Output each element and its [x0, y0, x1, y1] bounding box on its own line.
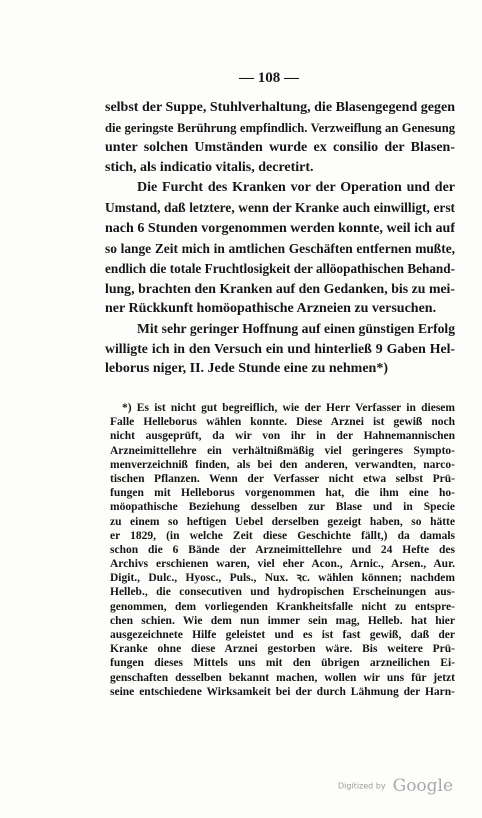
body-text-line: selbst der Suppe, Stuhlverhaltung, die Blasengegend gegen — [105, 100, 455, 115]
footnote-text-line: *) Es ist nicht gut begreiflich, wie der Herr Verfasser in diesem — [122, 402, 455, 414]
footnote-text-line: fungen dieses Mittels uns mit den übrigen arzneilichen Ei- — [110, 657, 455, 670]
footnote-text-line: zu einem so heftigen Uebel derselben gezeigt haben, so hätte — [110, 515, 455, 528]
body-text-line: Mit sehr geringer Hoffnung auf einen günstigen Erfolg — [137, 321, 455, 337]
footnote-text-line: tischen Pflanzen. Wenn der Verfasser nicht etwa selbst Prü- — [110, 472, 455, 485]
watermark-prefix: Digitized by — [338, 781, 386, 791]
footnote-text-line: Falle Helleborus wählen konnte. Diese Arznei ist gewiß noch — [110, 416, 455, 429]
footnote-text-line: Kranke ohne diese Arznei gestorben wäre. Bis weitere Prü- — [110, 643, 455, 656]
digitized-by-google-watermark — [338, 776, 453, 802]
footnote-text-line: nicht ausgeprüft, da wir von ihr in der Hahnemannischen — [110, 430, 455, 443]
footnote-text-line: chen schien. Wie dem nun immer sein mag, Helleb. hat hier — [110, 614, 455, 627]
body-text-line: lung, brachten den Kranken auf den Gedanken, bis zu mei- — [105, 280, 455, 296]
body-text-line: stich, als indicatio vitalis, decretirt. — [105, 160, 314, 176]
body-text-line: Die Furcht des Kranken vor der Operation und der — [137, 180, 455, 196]
footnote-text-line: möopathische Beziehung desselben zur Blase und in Specie — [110, 501, 455, 514]
footnote-block — [110, 401, 455, 699]
body-text-line: unter solchen Umständen wurde ex consilio der Blasen- — [105, 140, 455, 156]
footnote-text-line: menverzeichniß finden, als bei den anderen, verwandten, narco- — [110, 458, 455, 471]
footnote-text-line: Digit., Dulc., Hyosc., Puls., Nux. ꝛc. wählen können; nachdem — [110, 572, 455, 585]
body-text-line: so lange Zeit mich in amtlichen Geschäften entfernen mußte, — [105, 240, 455, 256]
main-text-block — [105, 98, 455, 379]
footnote-text-line: genommen, dem vorliegenden Krankheitsfalle nicht zu entspre- — [110, 600, 455, 613]
body-text-line: Umstand, daß letztere, wenn der Kranke auch einwilligt, erst — [105, 200, 455, 216]
body-text-line: endlich die totale Fruchtlosigkeit der allöopathischen Behand- — [105, 260, 455, 276]
google-logo: Google — [392, 776, 454, 796]
footnote-text-line: schon die 6 Bände der Arzneimittellehre und 24 Hefte des — [110, 543, 455, 556]
footnote-text-line: fungen mit Helleborus vorgenommen hat, die ihm eine ho- — [110, 487, 455, 500]
body-text-line: nach 6 Stunden vorgenommen werden konnte, weil ich auf — [105, 220, 455, 236]
body-text-line: willigte ich in den Versuch ein und hinterließ 9 Gaben Hel- — [105, 341, 455, 357]
footnote-text-line: er 1829, (in welche Zeit diese Geschichte fällt,) da damals — [110, 529, 455, 542]
footnote-text-line: Archivs erschienen waren, viel eher Acon., Arnic., Arsen., Aur. — [110, 558, 455, 571]
page-number-header: — 108 — — [239, 70, 299, 86]
footnote-text-line: genschaften desselben bekannt machen, wollen wir uns für jetzt — [110, 671, 455, 684]
body-text-line: leborus niger, II. Jede Stunde eine zu nehmen*) — [105, 361, 389, 377]
footnote-text-line: seine entschiedene Wirksamkeit bei der durch Lähmung der Harn- — [110, 685, 455, 698]
body-text-line: die geringste Berührung empfindlich. Verzweiflung an Genesung — [105, 121, 455, 136]
footnote-text-line: ausgezeichnete Hilfe geleistet und es ist fast gewiß, daß der — [110, 629, 455, 641]
body-text-line: ner Rückkunft homöopathische Arzneien zu versuchen. — [105, 300, 437, 316]
footnote-text-line: Arzneimittellehre ein verhältnißmäßig viel geringeres Sympto- — [110, 444, 455, 457]
footnote-text-line: Helleb., die consecutiven und hydropischen Erscheinungen aus- — [110, 586, 455, 599]
